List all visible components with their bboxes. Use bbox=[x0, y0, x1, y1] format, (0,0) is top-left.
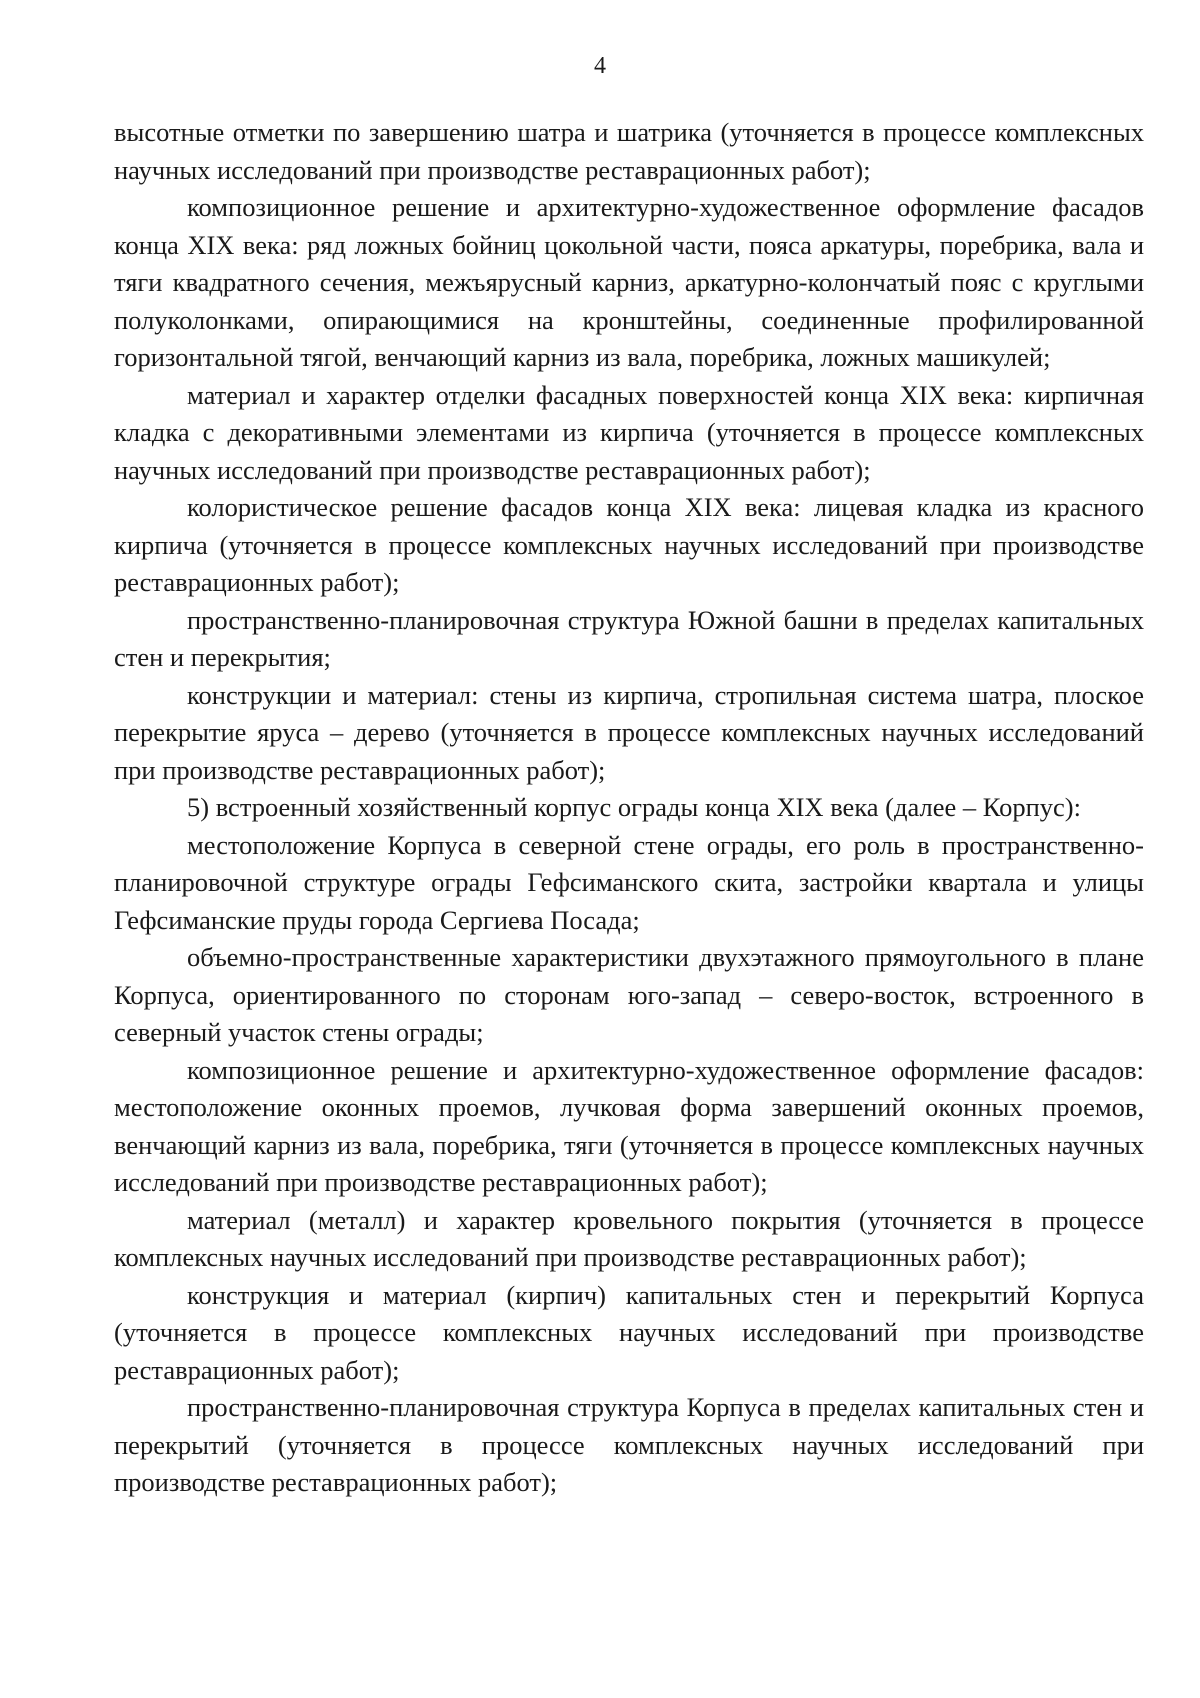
paragraph-tower-spatial-structure: пространственно-планировочная структура Южной башни в пределах капитальных стен и перекрытия; bbox=[114, 604, 1144, 672]
paragraph-building-walls: конструкция и материал (кирпич) капитальных стен и перекрытий Корпуса (уточняется в процессе комплексных научных исследований при производстве реставрационных работ); bbox=[114, 1279, 1144, 1385]
paragraph-tower-color-solution: колористическое решение фасадов конца XIX века: лицевая кладка из красного кирпича (уточняется в процессе комплексных научных исследований при производстве реставрационных работ); bbox=[114, 492, 1144, 597]
paragraph-building-spatial-structure: пространственно-планировочная структура Корпуса в пределах капитальных стен и перекрытий (уточняется в процессе комплексных научных исследований при производстве реставрационных работ); bbox=[114, 1392, 1144, 1497]
paragraph-building-heading: 5) встроенный хозяйственный корпус ограды конца XIX века (далее – Корпус): bbox=[187, 792, 1081, 822]
paragraph-building-volume: объемно-пространственные характеристики двухэтажного прямоугольного в плане Корпуса, ориентированного по сторонам юго-запад – северо-восток, встроенного в северный участок стены ограды; bbox=[114, 942, 1144, 1047]
paragraph-tower-constructions: конструкции и материал: стены из кирпича, стропильная система шатра, плоское перекрытие яруса – дерево (уточняется в процессе комплексных научных исследований при производстве реставрационных работ); bbox=[114, 679, 1144, 785]
paragraph-building-location: местоположение Корпуса в северной стене ограды, его роль в пространственно-планировочной структуре ограды Гефсиманского скита, застройки квартала и улицы Гефсиманские пруды города Сергиева Посада; bbox=[114, 829, 1144, 935]
paragraph-tower-facade-material: материал и характер отделки фасадных поверхностей конца XIX века: кирпичная кладка с декоративными элементами из кирпича (уточняется в процессе комплексных научных исследований при производстве реставрационных работ); bbox=[114, 379, 1144, 485]
document-body bbox=[114, 114, 1144, 1502]
paragraph-tower-facade-composition: композиционное решение и архитектурно-художественное оформление фасадов конца XIX века: ряд ложных бойниц цокольной части, пояса аркатуры, поребрика, вала и тяги квадратного сечения, межъярусный карниз, аркатурно-колончатый пояс с круглыми полуколонками, опирающимися на кронштейны, соединенные профилированной горизонтальной тягой, венчающий карниз из вала, поребрика, ложных машикулей; bbox=[114, 192, 1144, 372]
paragraph-building-roof: материал (металл) и характер кровельного покрытия (уточняется в процессе комплексных научных исследований при производстве реставрационных работ); bbox=[114, 1204, 1144, 1272]
paragraph-building-facade-composition: композиционное решение и архитектурно-художественное оформление фасадов: местоположение оконных проемов, лучковая форма завершений оконных проемов, венчающий карниз из вала, поребрика, тяги (уточняется в процессе комплексных научных исследований при производстве реставрационных работ); bbox=[114, 1054, 1144, 1197]
page-number: 4 bbox=[594, 53, 606, 79]
paragraph-tower-heights: высотные отметки по завершению шатра и шатрика (уточняется в процессе комплексных научных исследований при производстве реставрационных работ); bbox=[114, 117, 1144, 185]
